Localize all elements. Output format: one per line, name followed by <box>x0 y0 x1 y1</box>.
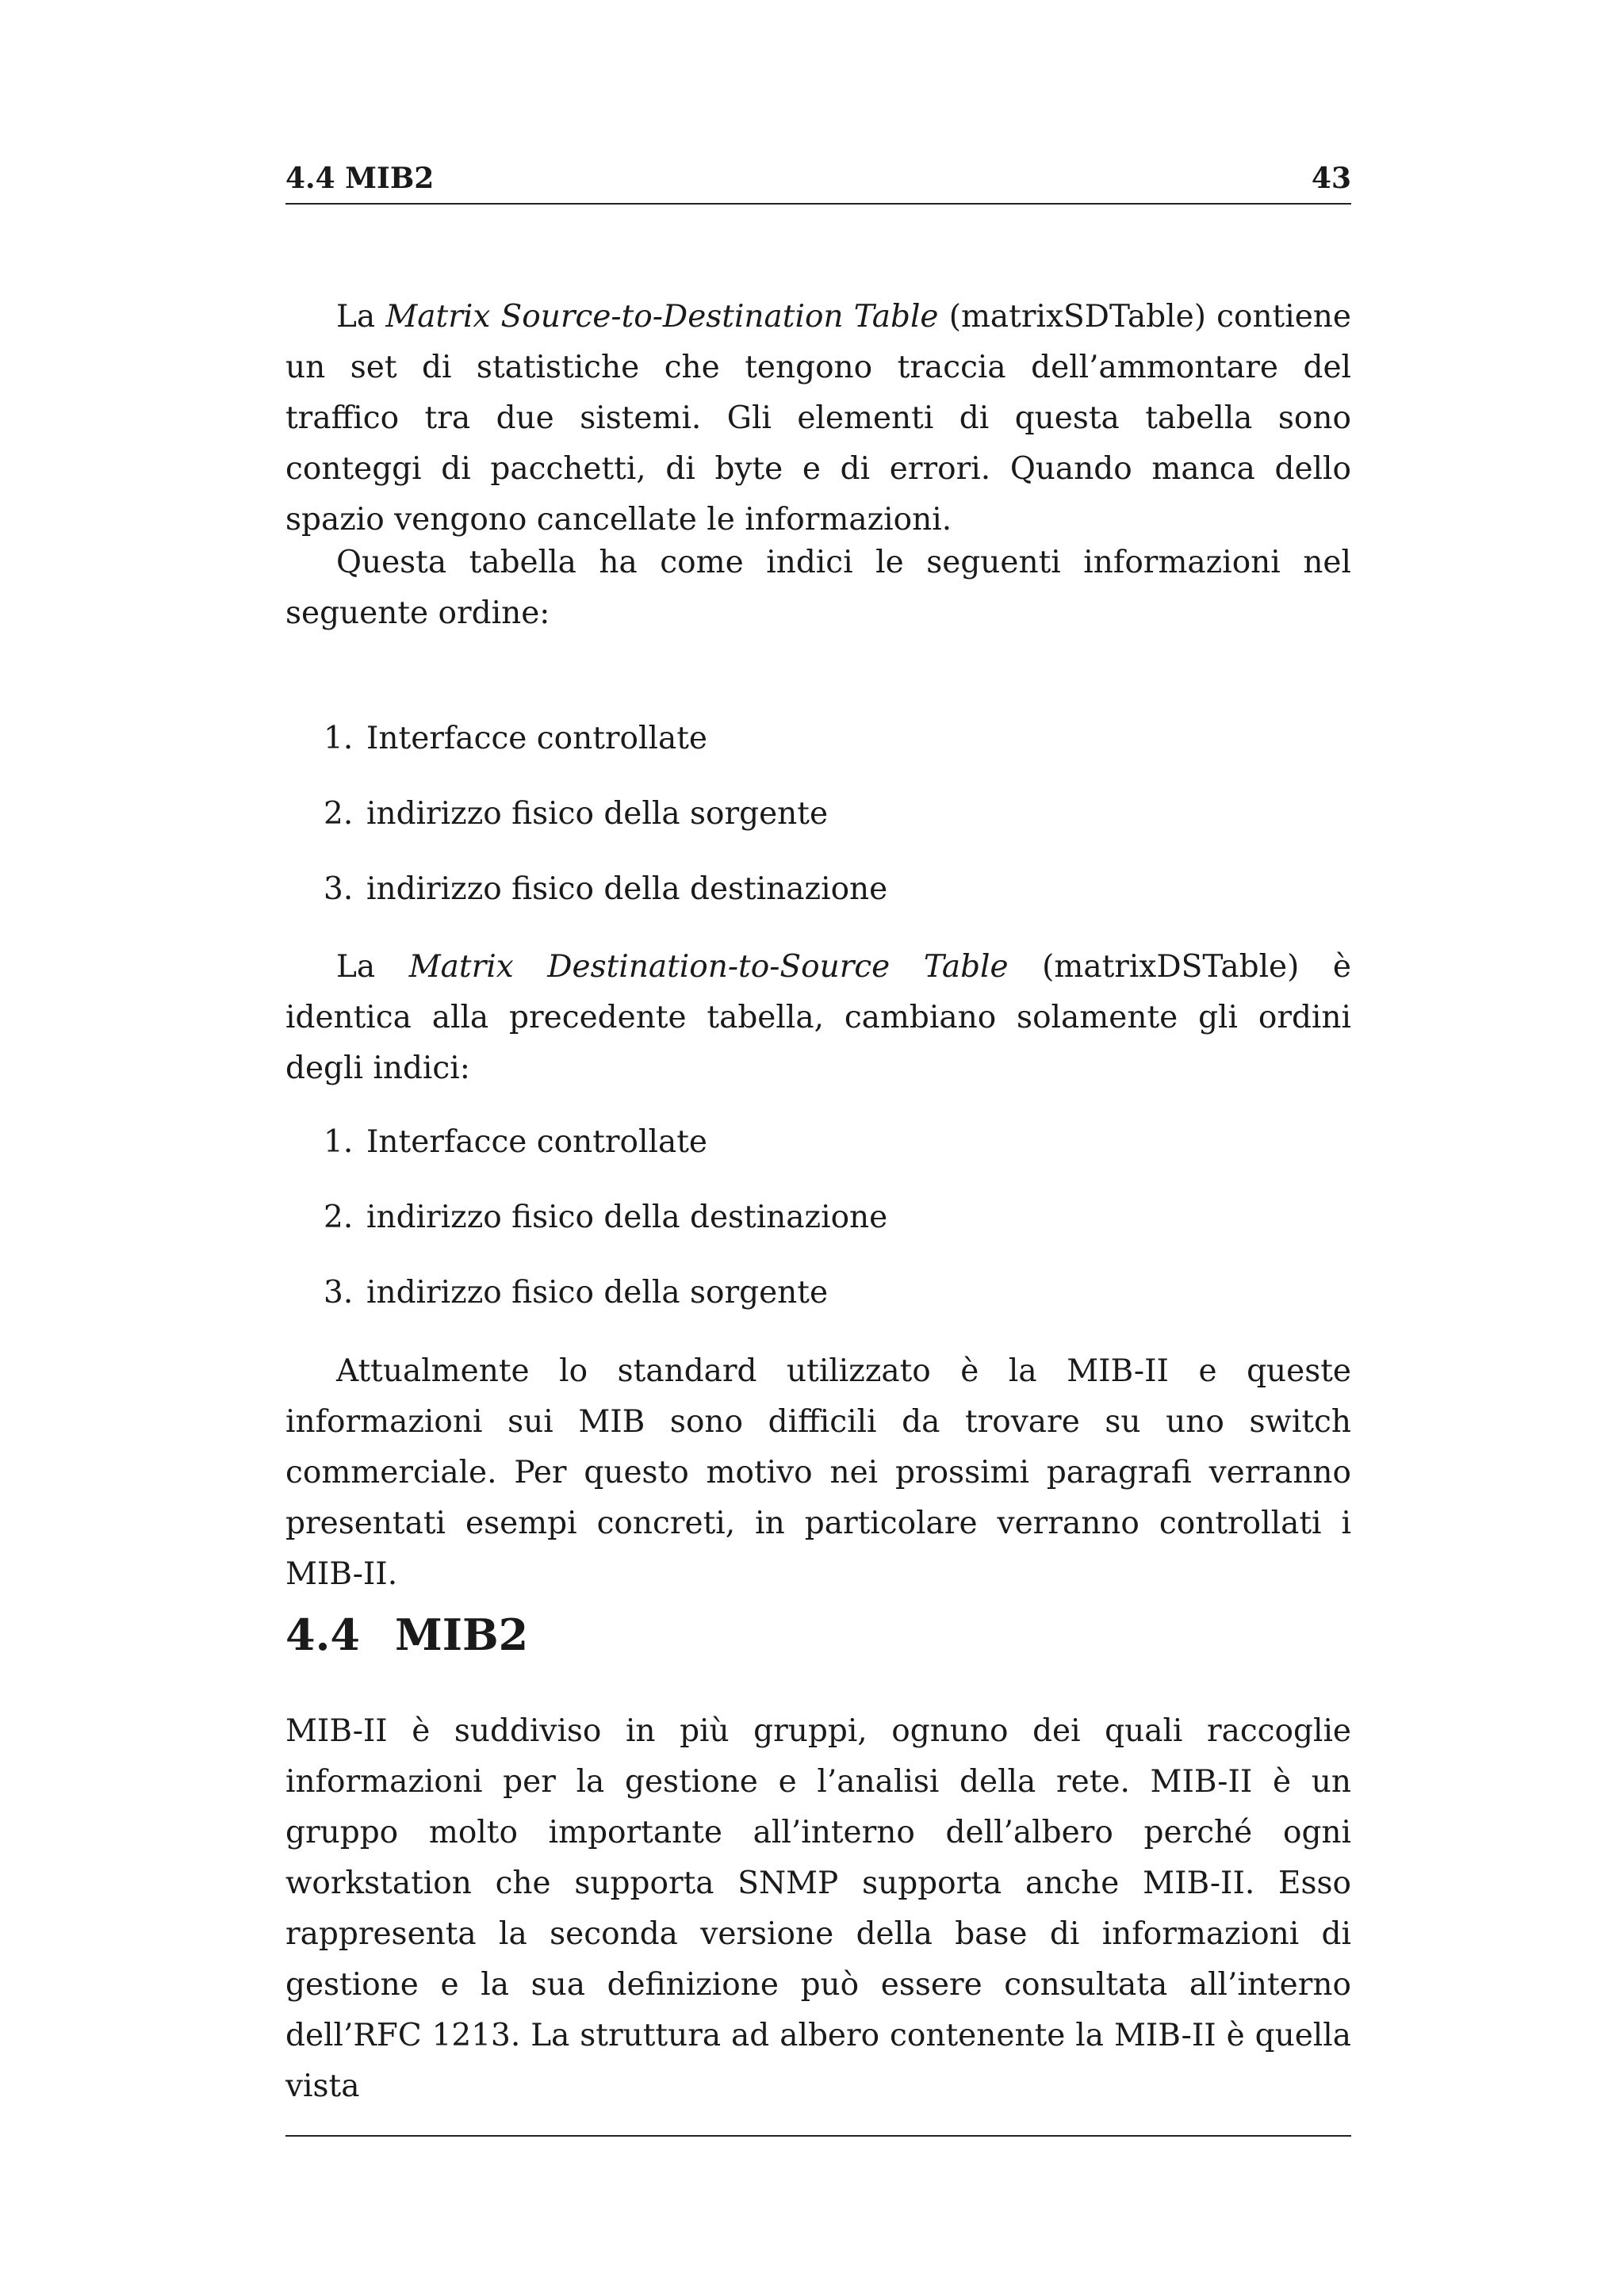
section-number: 4.4 <box>285 1609 360 1660</box>
list-item-number: 1. <box>324 721 354 756</box>
paragraph-mib-ii-standard: Attualmente lo standard utilizzato è la MIB-II e queste informazioni sui MIB sono difficili da trovare su uno switch commerciale. Per questo motivo nei prossimi paragrafi verranno presentati esempi concreti, in particolare verranno controllati i MIB-II. <box>285 1353 1351 1592</box>
list-item <box>324 1268 1351 1343</box>
list-item <box>324 1117 1351 1192</box>
list-item-text: indirizzo fisico della sorgente <box>366 1275 829 1311</box>
running-header-section: 4.4 MIB2 <box>285 162 435 195</box>
running-header <box>285 159 1351 205</box>
section-heading <box>285 1609 528 1660</box>
list-item <box>324 714 1351 789</box>
emphasis-term: Matrix Source-to-Destination Table <box>385 299 939 335</box>
paragraph-text: (matrixSDTable) contiene un set di statistiche che tengono traccia dell’ammontare del traffico tra due sistemi. Gli elementi di questa tabella sono conteggi di pacchetti, di byte e di errori. Quando manca dello spazio vengono cancellate le informazioni. <box>285 299 1351 538</box>
list-item-text: Interfacce controllate <box>366 1124 707 1160</box>
paragraph-matrix-sd <box>285 292 1351 545</box>
emphasis-term: Matrix Destination-to-Source Table <box>408 949 1009 985</box>
list-item-number: 3. <box>324 871 354 907</box>
paragraph-mib-ii-groups: MIB-II è suddiviso in più gruppi, ognuno dei quali raccoglie informazioni per la gestione e l’analisi della rete. MIB-II è un gruppo molto importante all’interno dell’albero perché ogni workstation che supporta SNMP supporta anche MIB-II. Esso rappresenta la seconda versione della base di informazioni di gestione e la sua definizione può essere consultata all’interno dell’RFC 1213. La struttura ad albero contenente la MIB-II è quella vista <box>285 1713 1351 2104</box>
paragraph-index-intro: Questa tabella ha come indici le seguenti informazioni nel seguente ordine: <box>285 545 1351 631</box>
list-item-number: 3. <box>324 1275 354 1311</box>
paragraph-matrix-ds <box>285 942 1351 1094</box>
list-item <box>324 789 1351 864</box>
paragraph-text: (matrixDSTable) è identica alla precedente tabella, cambiano solamente gli ordini degli indici: <box>285 949 1351 1086</box>
index-list-ds <box>324 1117 1351 1343</box>
page-number: 43 <box>1311 162 1351 195</box>
list-item-text: Interfacce controllate <box>366 721 707 756</box>
list-item <box>324 1192 1351 1268</box>
paragraph-text: La <box>336 949 409 985</box>
footer-rule <box>285 2135 1351 2137</box>
list-item-text: indirizzo fisico della destinazione <box>366 1200 888 1235</box>
list-item-number: 2. <box>324 1200 354 1235</box>
index-list-sd <box>324 714 1351 939</box>
list-item-text: indirizzo fisico della sorgente <box>366 796 829 832</box>
section-title: MIB2 <box>395 1609 529 1660</box>
paragraph-text: La <box>336 299 386 335</box>
list-item-number: 1. <box>324 1124 354 1160</box>
list-item <box>324 864 1351 939</box>
list-item-text: indirizzo fisico della destinazione <box>366 871 888 907</box>
list-item-number: 2. <box>324 796 354 832</box>
